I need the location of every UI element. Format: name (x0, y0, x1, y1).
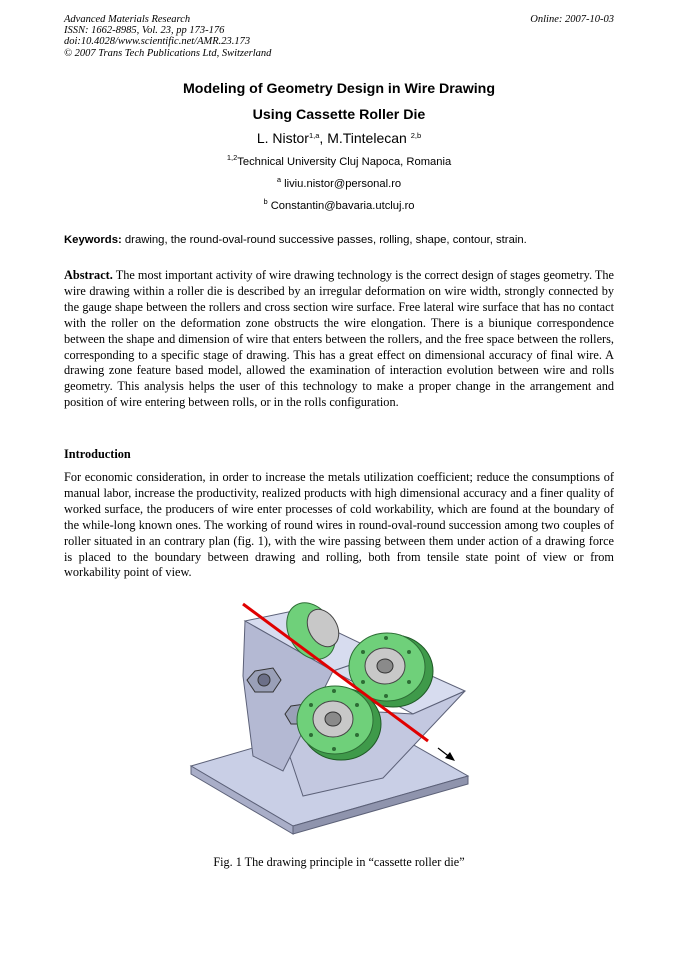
author-separator: , (319, 130, 328, 146)
email-a-sup: a (276, 175, 281, 184)
author-1-sup: 1,a (308, 131, 320, 140)
institution-sup: 1,2 (226, 153, 238, 162)
section-heading-introduction: Introduction (64, 447, 131, 461)
affiliation-email-a (0, 175, 678, 190)
introduction-paragraph: For economic consideration, in order to increase the metals utilization coefficient; reduce the consumptions of manual labor, increase the productivity, realized products with high dimensional accuracy and a finer quality of worked surface, the producers of wire enter processes of cold workability, which are found at the boundary of the while-long known ones. The working of round wires in round-oval-round succession among two couples of roller situated in an contrary plan (fig. 1), with the wire passing between them under action of a drawing force is placed to the boundary between drawing and rolling, both from tensile state point of view or from workability point of view. (64, 470, 614, 580)
copyright-line: © 2007 Trans Tech Publications Ltd, Switzerland (64, 47, 272, 59)
author-2: M.Tintelecan (327, 130, 407, 146)
affiliation-email-b (0, 197, 678, 212)
figure-cassette-roller-die (183, 596, 473, 836)
keywords (64, 234, 616, 246)
paper-title-line1: Modeling of Geometry Design in Wire Drawing (182, 81, 496, 97)
email-b[interactable]: Constantin@bavaria.utcluj.ro (270, 200, 415, 212)
keywords-label: Keywords: (64, 234, 122, 246)
author-1: L. Nistor (256, 130, 309, 146)
affiliation-institution (0, 153, 678, 168)
abstract-paragraph (64, 268, 614, 411)
abstract-text: The most important activity of wire drawing technology is the correct design of stages geometry. The wire drawing within a roller die is described by an irregular deformation on wire width, strongly connected by the gauge shape between the rollers and cross section wire surface. Free lateral wire surface that has no contact with the roller on the deformation zone obstructs the wire elongation. There is a biunique correspondence between the shape and dimension of wire that enters between the rollers, and the free space between the rollers, corresponding to a specific stage of drawing. This has a great effect on dimensional accuracy of final wire. A drawing zone feature based model, allowed the examination of interaction evolution between wire and rolls geometry. This analysis helps the user of this technology to make a proper change in the arrangement and position of wire entering between rolls, or in the rolls configuration. (64, 268, 614, 410)
figure-caption: Fig. 1 The drawing principle in “cassette roller die” (213, 855, 465, 869)
keywords-text: drawing, the round-oval-round successive passes, rolling, shape, contour, strain. (121, 234, 527, 246)
paper-title-line2: Using Cassette Roller Die (252, 107, 426, 123)
abstract-label: Abstract. (64, 268, 113, 282)
institution-name: Technical University Cluj Napoca, Romania (237, 156, 452, 168)
running-header-left (64, 14, 271, 59)
email-a[interactable]: liviu.nistor@personal.ro (284, 178, 402, 190)
online-date: Online: 2007-10-03 (530, 14, 614, 25)
author-2-sup: 2,b (410, 131, 422, 140)
journal-name: Advanced Materials Research (64, 14, 191, 25)
doi-line[interactable]: doi:10.4028/www.scientific.net/AMR.23.173 (64, 36, 251, 48)
direction-arrow-icon (445, 752, 455, 761)
issn-line: ISSN: 1662-8985, Vol. 23, pp 173-176 (64, 25, 225, 37)
email-b-sup: b (263, 197, 268, 206)
author-list (0, 130, 678, 146)
